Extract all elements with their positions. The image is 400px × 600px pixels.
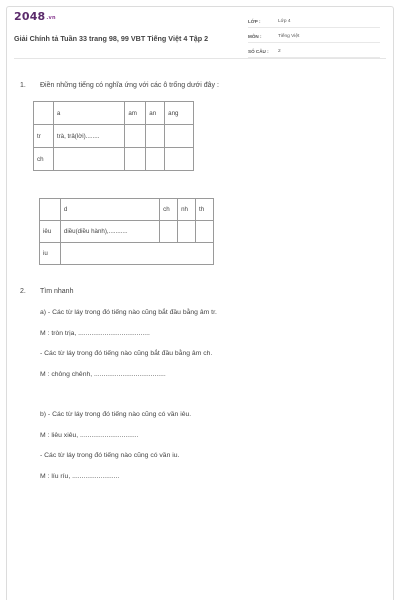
exercise-line: M : líu ríu, ......................... bbox=[40, 473, 120, 480]
table-row bbox=[34, 148, 194, 171]
meta-key: MÔN : bbox=[248, 33, 262, 39]
exercise-line: M : tròn trịa, ...................................... bbox=[40, 330, 150, 337]
exercise-line: - Các từ láy trong đó tiếng nào cũng có vần iu. bbox=[40, 452, 180, 459]
meta-row-count bbox=[248, 45, 380, 58]
table-cell: ch bbox=[34, 148, 54, 171]
table-cell bbox=[60, 243, 213, 265]
table-cell bbox=[178, 221, 196, 243]
exercise-line: M : liêu xiêu, ............................... bbox=[40, 432, 139, 439]
table-cell: diều(diều hành),........... bbox=[60, 221, 159, 243]
table-cell bbox=[125, 125, 146, 148]
document-title: Giải Chính tả Tuần 33 trang 98, 99 VBT Tiếng Việt 4 Tập 2 bbox=[14, 34, 209, 43]
table-cell bbox=[53, 148, 124, 171]
table-cell bbox=[165, 125, 194, 148]
meta-row-class bbox=[248, 15, 380, 28]
table-cell bbox=[146, 148, 165, 171]
meta-row-subject bbox=[248, 30, 380, 43]
table-cell bbox=[196, 221, 214, 243]
table-cell: tr bbox=[34, 125, 54, 148]
site-logo[interactable] bbox=[14, 10, 56, 23]
logo-text: 2048 bbox=[14, 10, 46, 23]
exercise-line: b) - Các từ láy trong đó tiếng nào cũng có vần iêu. bbox=[40, 411, 192, 418]
table-cell: iu bbox=[40, 243, 61, 265]
table-header-row bbox=[40, 199, 214, 221]
exercise-line: M : chông chênh, ...................................... bbox=[40, 371, 166, 378]
table-row bbox=[40, 221, 214, 243]
meta-value: Lớp 4 bbox=[278, 18, 291, 24]
table-cell bbox=[34, 102, 54, 125]
exercise-line: - Các từ láy trong đó tiếng nào cũng bắt đầu bằng âm ch. bbox=[40, 350, 213, 357]
table-header-row bbox=[34, 102, 194, 125]
table-cell: am bbox=[125, 102, 146, 125]
table-cell: th bbox=[196, 199, 214, 221]
table-cell: a bbox=[53, 102, 124, 125]
meta-value: Tiếng Việt bbox=[278, 33, 300, 39]
table-cell: nh bbox=[178, 199, 196, 221]
table-cell: trà, trả(lời)........ bbox=[53, 125, 124, 148]
table-cell bbox=[146, 125, 165, 148]
question-number: 1. bbox=[20, 82, 26, 89]
table-cell bbox=[40, 199, 61, 221]
header-divider bbox=[14, 58, 386, 59]
question-text: Điền những tiếng có nghĩa ứng với các ô trống dưới đây : bbox=[40, 82, 219, 89]
table-cell: iêu bbox=[40, 221, 61, 243]
table-cell bbox=[165, 148, 194, 171]
meta-key: SỐ CÂU : bbox=[248, 48, 269, 54]
table-cell: ang bbox=[165, 102, 194, 125]
exercise-table-2 bbox=[39, 198, 214, 265]
table-cell bbox=[160, 221, 178, 243]
exercise-line: a) - Các từ láy trong đó tiếng nào cũng bắt đầu bằng âm tr. bbox=[40, 309, 217, 316]
question-title: Tìm nhanh bbox=[40, 288, 74, 295]
table-row bbox=[34, 125, 194, 148]
table-cell: an bbox=[146, 102, 165, 125]
table-cell: d bbox=[60, 199, 159, 221]
exercise-table-1 bbox=[33, 101, 194, 171]
document-page bbox=[6, 6, 394, 600]
table-cell: ch bbox=[160, 199, 178, 221]
table-cell bbox=[125, 148, 146, 171]
table-row bbox=[40, 243, 214, 265]
logo-suffix: .vn bbox=[46, 15, 56, 21]
question-number: 2. bbox=[20, 288, 26, 295]
document-meta bbox=[248, 15, 380, 60]
meta-value: 2 bbox=[278, 48, 281, 54]
meta-key: LỚP : bbox=[248, 18, 261, 24]
